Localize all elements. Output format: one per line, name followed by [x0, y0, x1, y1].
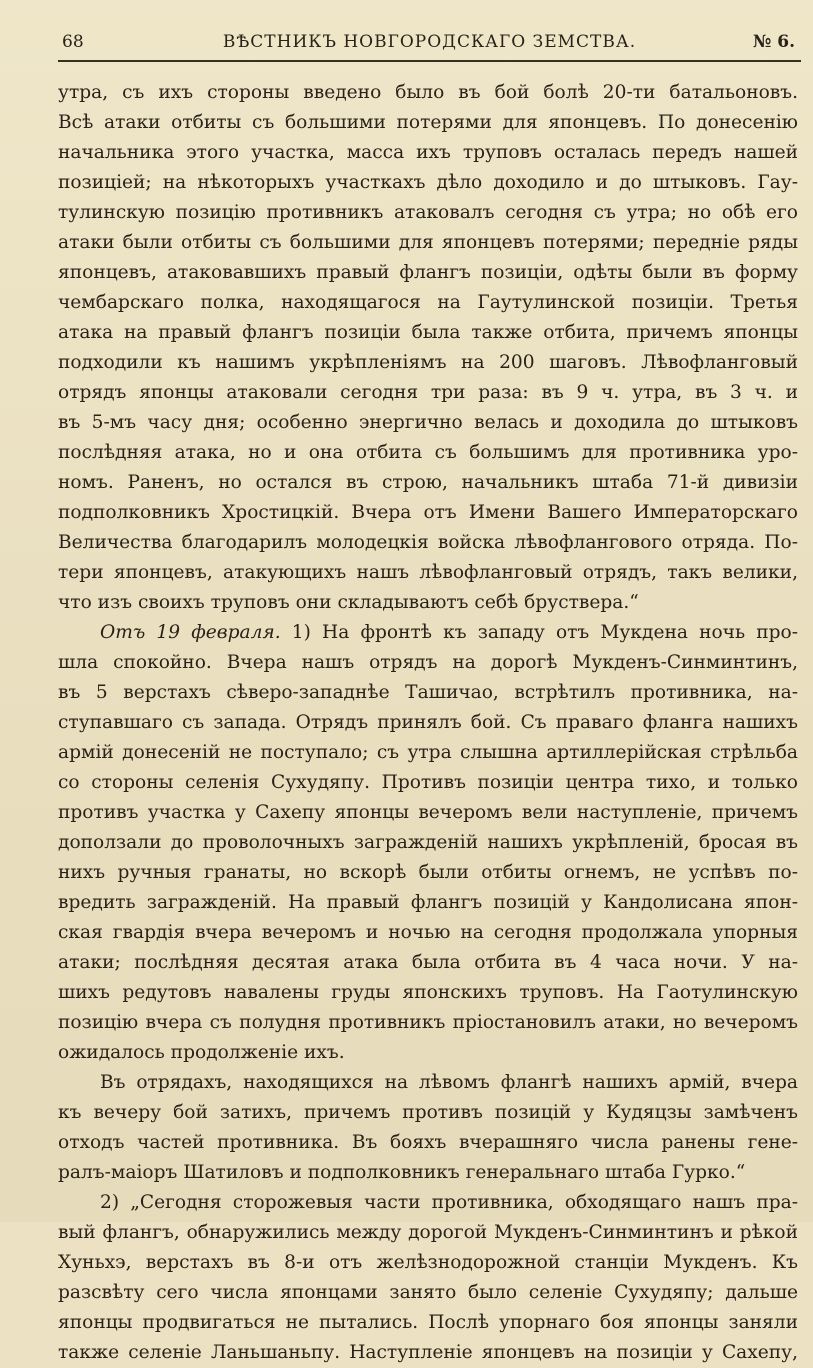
- text-line: также селеніе Ланьшаньпу. Наступленіе японцевъ на позиціи у Сахепу,: [58, 1342, 798, 1363]
- text-line: въ 5-мъ часу дня; особенно энергично велась и доходила до штыковъ: [58, 412, 798, 433]
- text-fragment: 1) На фронтѣ къ западу отъ Мукдена ночь про-: [280, 622, 798, 643]
- text-line: японцы продвигаться не пытались. Послѣ упорнаго боя японцы заняли: [58, 1312, 798, 1333]
- text-line: Величества благодарилъ молодецкія войска лѣвофлангового отряда. По-: [58, 532, 798, 553]
- page-number: 68: [62, 32, 84, 52]
- text-line: японцевъ, атаковавшихъ правый флангъ позиціи, одѣты были въ форму: [58, 262, 798, 283]
- text-line: атаки; послѣдняя десятая атака была отбита въ 4 часа ночи. У на-: [58, 952, 798, 973]
- text-line: тулинскую позицію противникъ атаковалъ сегодня съ утра; но обѣ его: [58, 202, 798, 223]
- text-line: тери японцевъ, атакующихъ нашъ лѣвофланговый отрядъ, такъ велики,: [58, 562, 798, 583]
- text-line: армій донесеній не поступало; съ утра слышна артиллерійская стрѣльба: [58, 742, 798, 763]
- text-line: атаки были отбиты съ большими для японцевъ потерями; передніе ряды: [58, 232, 798, 253]
- text-line: со стороны селенія Сухудяпу. Противъ позиціи центра тихо, и только: [58, 772, 798, 793]
- journal-title: ВѢСТНИКЪ НОВГОРОДСКАГО ЗЕМСТВА.: [222, 32, 637, 52]
- text-line: вый флангъ, обнаружились между дорогой Мукденъ-Синминтинъ и рѣкой: [58, 1222, 798, 1243]
- issue-number: № 6.: [752, 32, 795, 52]
- text-line: позицію вчера съ полудня противникъ пріостановилъ атаки, но вечеромъ: [58, 1012, 798, 1033]
- body-text: [58, 78, 798, 1368]
- text-line: къ вечеру бой затихъ, причемъ противъ позицій у Кудяцзы замѣченъ: [58, 1102, 798, 1123]
- text-line: Въ отрядахъ, находящихся на лѣвомъ флангѣ нашихъ армій, вчера: [100, 1072, 798, 1093]
- text-line: вредить загражденій. На правый флангъ позицій у Кандолисана япон-: [58, 892, 798, 913]
- text-line: послѣдняя атака, но и она отбита съ большимъ для противника уро-: [58, 442, 798, 463]
- text-line: позиціей; на нѣкоторыхъ участкахъ дѣло доходило и до штыковъ. Гау-: [58, 172, 798, 193]
- text-line: утра, съ ихъ стороны введено было въ бой болѣ 20-ти батальоновъ.: [58, 82, 798, 103]
- text-line: въ 5 верстахъ сѣверо-западнѣе Ташичао, встрѣтилъ противника, на-: [58, 682, 798, 703]
- text-line: Хуньхэ, верстахъ въ 8-и отъ желѣзнодорожной станціи Мукденъ. Къ: [58, 1252, 798, 1273]
- text-line: ралъ-маіоръ Шатиловъ и подполковникъ генеральнаго штаба Гурко.“: [58, 1162, 746, 1183]
- text-line: Всѣ атаки отбиты съ большими потерями для японцевъ. По донесенію: [58, 112, 798, 133]
- text-line: ожидалось продолженіе ихъ.: [58, 1042, 345, 1063]
- text-line: отрядъ японцы атаковали сегодня три раза: въ 9 ч. утра, въ 3 ч. и: [58, 382, 798, 403]
- date-heading: Отъ 19 февраля.: [100, 622, 281, 643]
- text-line: разсвѣту сего числа японцами занято было селеніе Сухудяпу; дальше: [58, 1282, 798, 1303]
- text-line: подполковникъ Хростицкій. Вчера отъ Имени Вашего Императорскаго: [58, 502, 798, 523]
- text-line: номъ. Раненъ, но остался въ строю, начальникъ штаба 71-й дивизіи: [58, 472, 798, 493]
- text-line: ская гвардія вчера вечеромъ и ночью на сегодня продолжала упорныя: [58, 922, 798, 943]
- page-header: [58, 30, 801, 62]
- text-line: атака на правый флангъ позиціи была также отбита, причемъ японцы: [58, 322, 798, 343]
- text-line: противъ участка у Сахепу японцы вечеромъ вели наступленіе, причемъ: [58, 802, 798, 823]
- text-line: что изъ своихъ труповъ они складываютъ себѣ бруствера.“: [58, 592, 639, 613]
- text-line: подходили къ нашимъ укрѣпленіямъ на 200 шаговъ. Лѣвофланговый: [58, 352, 798, 373]
- text-line: шихъ редутовъ навалены груды японскихъ труповъ. На Гаотулинскую: [58, 982, 798, 1003]
- text-line: начальника этого участка, масса ихъ труповъ осталась передъ нашей: [58, 142, 798, 163]
- text-line: чембарскаго полка, находящагося на Гаутулинской позиціи. Третья: [58, 292, 798, 313]
- text-line: ступавшаго съ запада. Отрядъ принялъ бой. Съ праваго фланга нашихъ: [58, 712, 798, 733]
- dated-report-line: [58, 618, 798, 648]
- text-line: доползали до проволочныхъ загражденій нашихъ укрѣпленій, бросая въ: [58, 832, 798, 853]
- text-line: нихъ ручныя гранаты, но вскорѣ были отбиты огнемъ, не успѣвъ по-: [58, 862, 798, 883]
- text-line: отходъ частей противника. Въ бояхъ вчерашняго числа ранены гене-: [58, 1132, 798, 1153]
- text-line: шла спокойно. Вчера нашъ отрядъ на дорогѣ Мукденъ-Синминтинъ,: [58, 652, 798, 673]
- text-line: 2) „Сегодня сторожевыя части противника, обходящаго нашъ пра-: [100, 1192, 798, 1213]
